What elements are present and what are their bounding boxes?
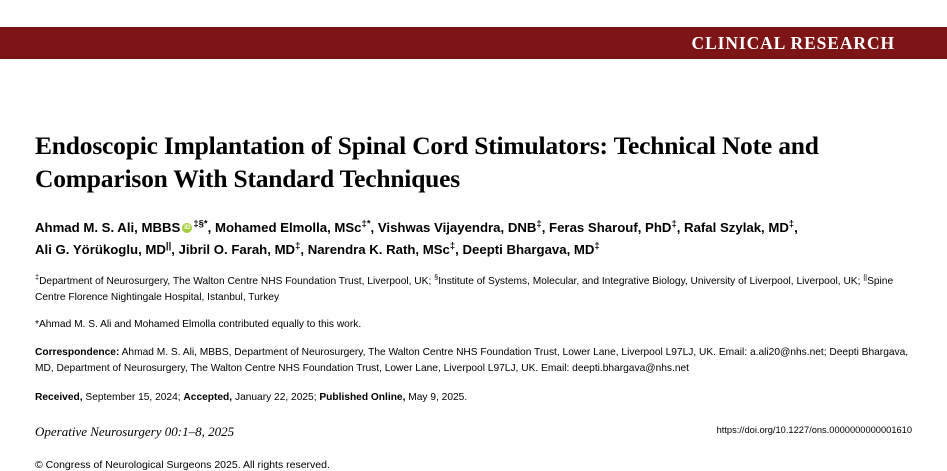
equal-contribution-note: *Ahmad M. S. Ali and Mohamed Elmolla contributed equally to this work.	[35, 319, 362, 330]
correspondence	[35, 345, 912, 377]
author-list	[35, 217, 912, 260]
doi-link[interactable]: https://doi.org/10.1227/ons.0000000000001610	[716, 425, 912, 436]
published-value: May 9, 2025.	[408, 391, 468, 403]
received-value: September 15, 2024;	[85, 391, 181, 403]
author-line-2: Ali G. Yörükoglu, MD||, Jibril O. Farah, MD‡, Narendra K. Rath, MSc‡, Deepti Bhargava, MD‡	[35, 240, 600, 257]
journal-citation-row	[35, 423, 912, 441]
author-line-1-post: ‡§*, Mohamed Elmolla, MSc‡*, Vishwas Vijayendra, DNB‡, Feras Sharouf, PhD‡, Rafal Szylak, MD‡,	[193, 218, 798, 236]
page-title: Endoscopic Implantation of Spinal Cord Stimulators: Technical Note and Comparison With Standard Techniques	[35, 131, 819, 193]
accepted-label: Accepted,	[183, 391, 233, 403]
accepted-value: January 22, 2025;	[234, 391, 317, 403]
banner-label: CLINICAL RESEARCH	[691, 32, 895, 53]
clinical-research-banner	[0, 27, 947, 59]
received-label: Received,	[35, 391, 83, 403]
affiliations: ‡Department of Neurosurgery, The Walton Centre NHS Foundation Trust, Liverpool, UK; §Institute of Systems, Molecular, and Integrative Biology, University of Liverpool, Liverpool, UK; ||Spine Centre Florence Nightingale Hospital, Istanbul, Turkey	[35, 272, 894, 303]
journal-citation: Operative Neurosurgery 00:1–8, 2025	[35, 424, 235, 440]
copyright-notice: © Congress of Neurological Surgeons 2025. All rights reserved.	[35, 459, 330, 471]
author-line-1-pre: Ahmad M. S. Ali, MBBS	[35, 220, 181, 236]
correspondence-label: Correspondence:	[35, 347, 120, 359]
orcid-icon[interactable]	[182, 223, 192, 233]
correspondence-text: Ahmad M. S. Ali, MBBS, Department of Neurosurgery, The Walton Centre NHS Foundation Trust, Lower Lane, Liverpool L97LJ, UK. Email: a.ali20@nhs.net; Deepti Bhargava, MD, Department of Neurosurgery, The Walton Centre NHS Foundation Trust, Lower Lane, Liverpool L97LJ, UK. Email: deepti.bhargava@nhs.net	[35, 347, 909, 375]
publication-dates	[35, 390, 912, 405]
article-header-content	[35, 130, 912, 471]
published-label: Published Online,	[319, 391, 406, 403]
